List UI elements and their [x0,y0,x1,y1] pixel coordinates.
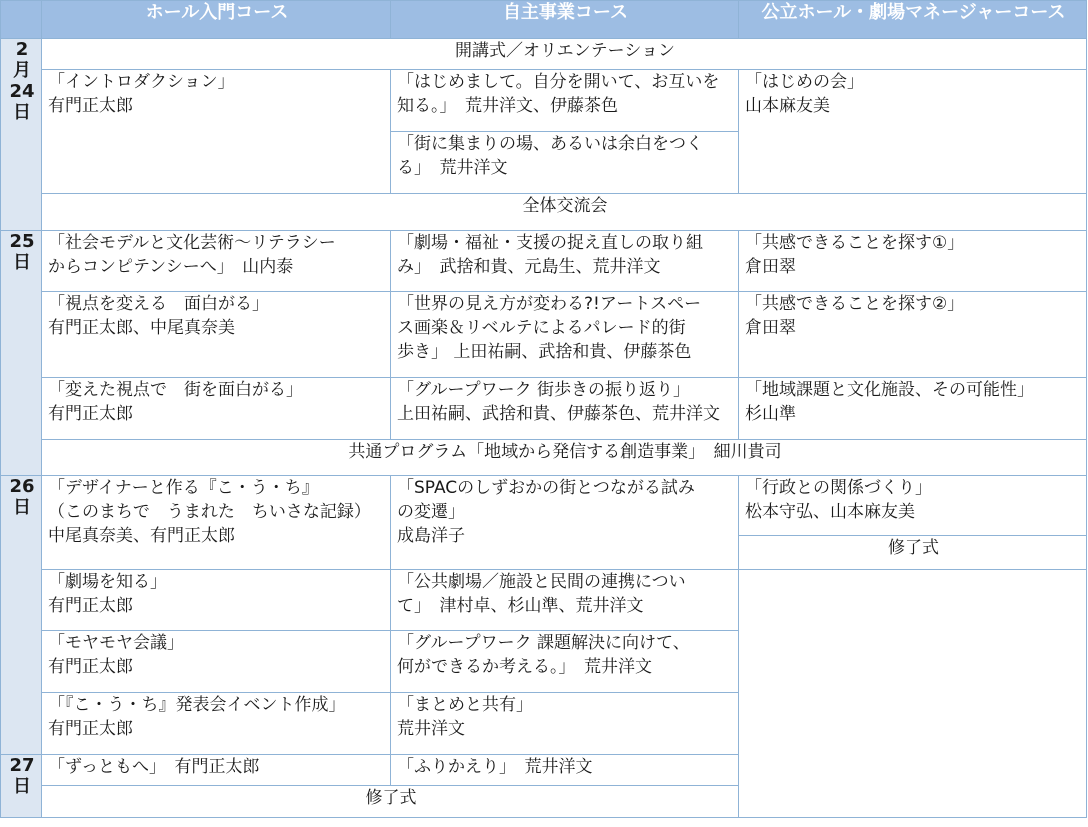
header-course-2: 自主事業コース [391,1,739,39]
session-cell: 「ふりかえり」 荒井洋文 [391,755,739,786]
table-row [1,378,1087,440]
table-row [1,194,1087,231]
day-label-24: 2 月 24 日 [1,39,42,231]
table-row [1,440,1087,476]
header-row [1,1,1087,39]
session-cell: 「街に集まりの場、あるいは余白をつく る」 荒井洋文 [391,132,739,194]
session-cell: 「社会モデルと文化芸術～リテラシー からコンピテンシーへ」 山内泰 [42,231,391,292]
table-row [1,476,1087,536]
day-label-26: 26 日 [1,476,42,755]
common-program: 共通プログラム「地域から発信する創造事業」 細川貴司 [42,440,1087,476]
session-cell: 「『こ・う・ち』発表会イベント作成」 有門正太郎 [42,693,391,755]
session-cell: 「グループワーク 課題解決に向けて、 何ができるか考える。」 荒井洋文 [391,631,739,693]
session-cell: 「グループワーク 街歩きの振り返り」 上田祐嗣、武捨和貴、伊藤茶色、荒井洋文 [391,378,739,440]
session-cell: 「共感できることを探す①」 倉田翠 [739,231,1087,292]
manager-closing-ceremony: 修了式 [739,536,1087,570]
session-cell: 「イントロダクション」 有門正太郎 [42,70,391,194]
day-label-25: 25 日 [1,231,42,476]
header-course-3: 公立ホール・劇場マネージャーコース [739,1,1087,39]
header-corner [1,1,42,39]
session-cell: 「世界の見え方が変わる?!アートスペー ス画楽＆リベルテによるパレード的街 歩き」 上田祐嗣、武捨和貴、伊藤茶色 [391,292,739,378]
session-cell: 「はじめの会」 山本麻友美 [739,70,1087,194]
session-cell: 「ずっともへ」 有門正太郎 [42,755,391,786]
closing-ceremony: 修了式 [42,786,739,818]
table-row [1,70,1087,132]
exchange-session: 全体交流会 [42,194,1087,231]
session-cell: 「公共劇場／施設と民間の連携につい て」 津村卓、杉山準、荒井洋文 [391,570,739,631]
session-cell: 「視点を変える 面白がる」 有門正太郎、中尾真奈美 [42,292,391,378]
session-cell: 「はじめまして。自分を開いて、お互いを 知る。」 荒井洋文、伊藤茶色 [391,70,739,132]
empty-area [739,570,1087,818]
session-cell: 「モヤモヤ会議」 有門正太郎 [42,631,391,693]
session-cell: 「劇場を知る」 有門正太郎 [42,570,391,631]
header-course-1: ホール入門コース [42,1,391,39]
table-row [1,570,1087,631]
session-cell: 「SPACのしずおかの街とつながる試み の変遷」 成島洋子 [391,476,739,570]
table-row [1,231,1087,292]
opening-ceremony: 開講式／オリエンテーション [42,39,1087,70]
session-cell: 「デザイナーと作る『こ・う・ち』 （このまちで うまれた ちいさな記録） 中尾真奈美、有門正太郎 [42,476,391,570]
session-cell: 「まとめと共有」 荒井洋文 [391,693,739,755]
session-cell: 「変えた視点で 街を面白がる」 有門正太郎 [42,378,391,440]
table-row [1,292,1087,378]
session-cell: 「劇場・福祉・支援の捉え直しの取り組 み」 武捨和貴、元島生、荒井洋文 [391,231,739,292]
session-cell: 「行政との関係づくり」 松本守弘、山本麻友美 [739,476,1087,536]
session-cell: 「地域課題と文化施設、その可能性」 杉山準 [739,378,1087,440]
table-row [1,39,1087,70]
session-cell: 「共感できることを探す②」 倉田翠 [739,292,1087,378]
day-label-27: 27 日 [1,755,42,818]
